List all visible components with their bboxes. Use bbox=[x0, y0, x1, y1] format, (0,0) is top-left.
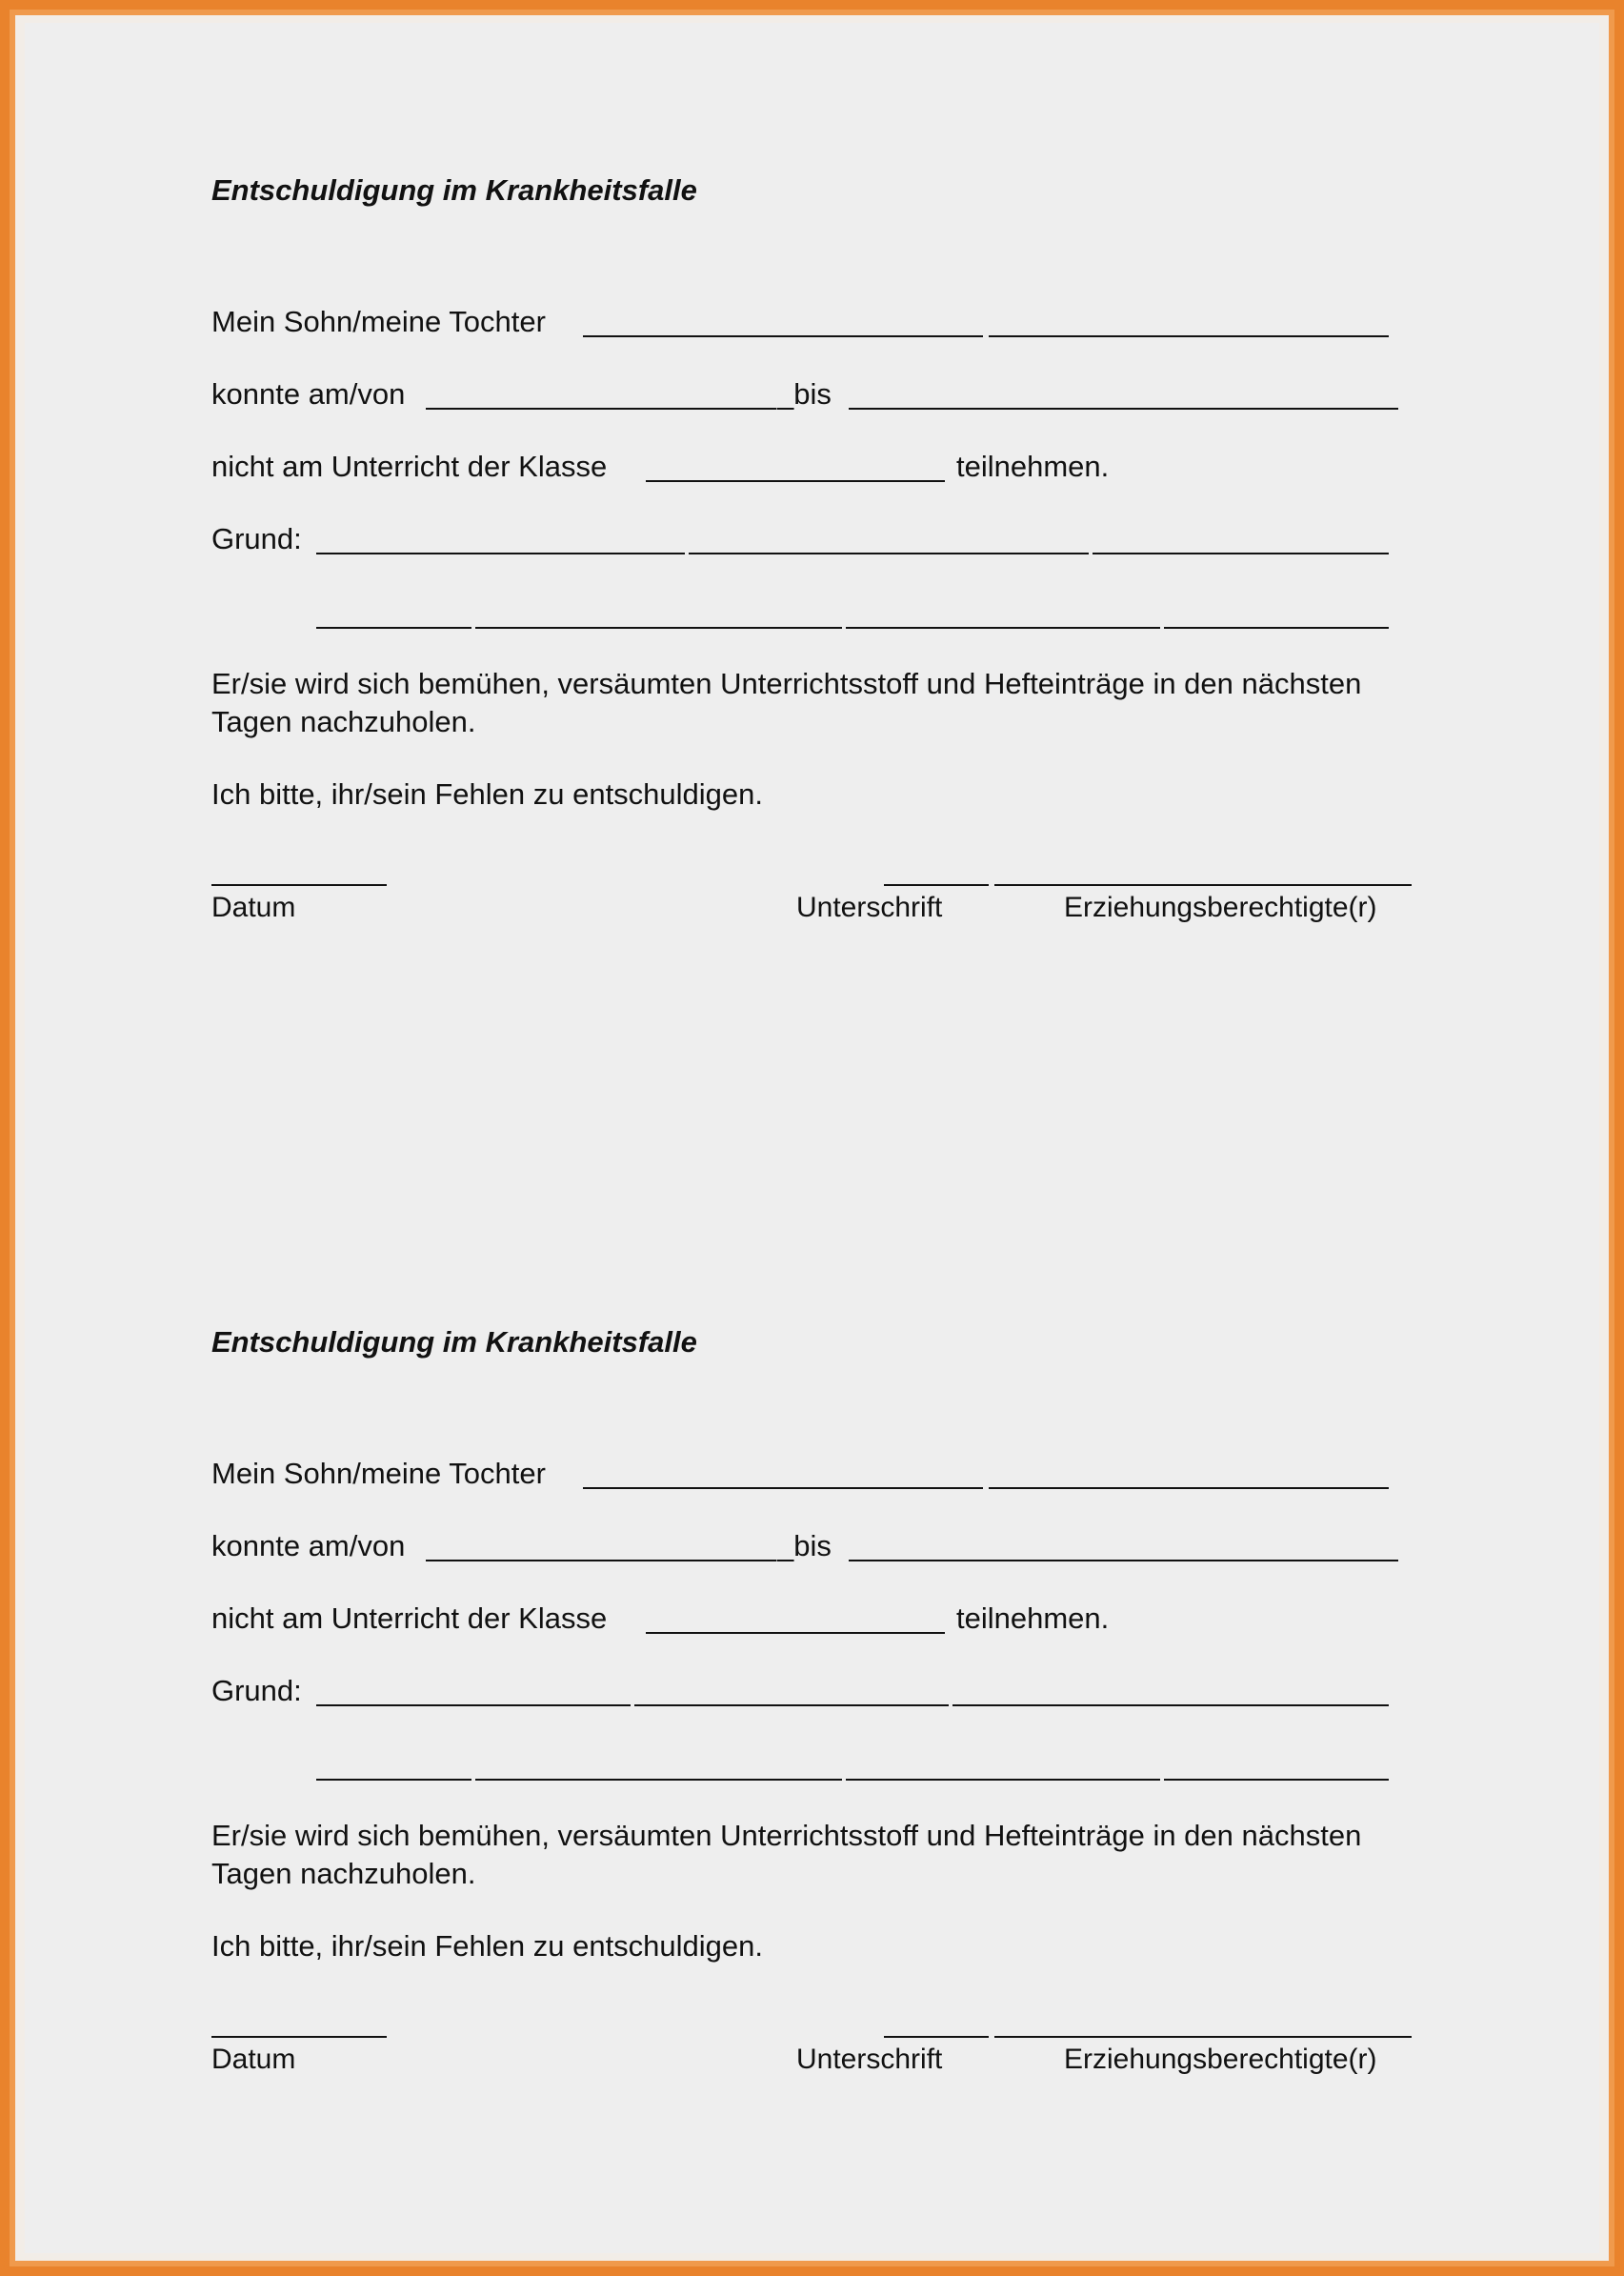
signature-caption: Unterschrift bbox=[796, 892, 943, 923]
signature-line-b[interactable] bbox=[994, 2036, 1412, 2038]
date-from-field[interactable] bbox=[426, 408, 776, 410]
signature-caption: Unterschrift bbox=[796, 2044, 943, 2075]
reason-field-d[interactable] bbox=[316, 627, 471, 629]
reason-field-g[interactable] bbox=[1164, 1779, 1389, 1781]
date-until-field[interactable] bbox=[849, 408, 1398, 410]
date-from-label: konnte am/von bbox=[211, 1529, 406, 1562]
class-field[interactable] bbox=[646, 1632, 945, 1634]
date-until-label: _bis bbox=[777, 377, 832, 411]
date-signature-line[interactable] bbox=[211, 884, 387, 886]
reason-field-e[interactable] bbox=[475, 1779, 842, 1781]
date-caption: Datum bbox=[211, 892, 296, 923]
participate-label: teilnehmen. bbox=[956, 1601, 1110, 1635]
catch-up-paragraph: Er/sie wird sich bemühen, versäumten Unterrichtsstoff und Hefteinträge in den nächsten Tagen nachzuholen. bbox=[211, 1819, 1362, 1890]
child-label: Mein Sohn/meine Tochter bbox=[211, 1457, 546, 1490]
reason-field-e[interactable] bbox=[475, 627, 842, 629]
form-title: Entschuldigung im Krankheitsfalle bbox=[211, 173, 697, 207]
request-paragraph: Ich bitte, ihr/sein Fehlen zu entschuldigen. bbox=[211, 1929, 764, 1963]
request-paragraph: Ich bitte, ihr/sein Fehlen zu entschuldigen. bbox=[211, 777, 764, 811]
child-name-field-a[interactable] bbox=[583, 335, 983, 337]
date-caption: Datum bbox=[211, 2044, 296, 2075]
reason-field-g[interactable] bbox=[1164, 627, 1389, 629]
date-signature-line[interactable] bbox=[211, 2036, 387, 2038]
guardian-caption: Erziehungsberechtigte(r) bbox=[1064, 892, 1377, 923]
catch-up-paragraph: Er/sie wird sich bemühen, versäumten Unterrichtsstoff und Hefteinträge in den nächsten Tagen nachzuholen. bbox=[211, 667, 1362, 738]
reason-field-a[interactable] bbox=[316, 553, 685, 554]
reason-field-a[interactable] bbox=[316, 1704, 631, 1706]
form-title: Entschuldigung im Krankheitsfalle bbox=[211, 1325, 697, 1359]
signature-line-a[interactable] bbox=[884, 884, 989, 886]
reason-label: Grund: bbox=[211, 522, 302, 555]
reason-label: Grund: bbox=[211, 1674, 302, 1707]
date-until-field[interactable] bbox=[849, 1560, 1398, 1561]
document-page bbox=[25, 23, 1599, 2253]
reason-field-f[interactable] bbox=[846, 1779, 1160, 1781]
date-from-field[interactable] bbox=[426, 1560, 776, 1561]
signature-line-b[interactable] bbox=[994, 884, 1412, 886]
signature-line-a[interactable] bbox=[884, 2036, 989, 2038]
child-label: Mein Sohn/meine Tochter bbox=[211, 305, 546, 338]
reason-field-b[interactable] bbox=[634, 1704, 949, 1706]
child-name-field-b[interactable] bbox=[989, 1487, 1389, 1489]
participate-label: teilnehmen. bbox=[956, 450, 1110, 483]
child-name-field-b[interactable] bbox=[989, 335, 1389, 337]
guardian-caption: Erziehungsberechtigte(r) bbox=[1064, 2044, 1377, 2075]
date-from-label: konnte am/von bbox=[211, 377, 406, 411]
reason-field-c[interactable] bbox=[1093, 553, 1389, 554]
class-label: nicht am Unterricht der Klasse bbox=[211, 1601, 608, 1635]
class-field[interactable] bbox=[646, 480, 945, 482]
reason-field-c[interactable] bbox=[952, 1704, 1389, 1706]
reason-field-d[interactable] bbox=[316, 1779, 471, 1781]
reason-field-b[interactable] bbox=[689, 553, 1089, 554]
class-label: nicht am Unterricht der Klasse bbox=[211, 450, 608, 483]
reason-field-f[interactable] bbox=[846, 627, 1160, 629]
date-until-label: _bis bbox=[777, 1529, 832, 1562]
child-name-field-a[interactable] bbox=[583, 1487, 983, 1489]
